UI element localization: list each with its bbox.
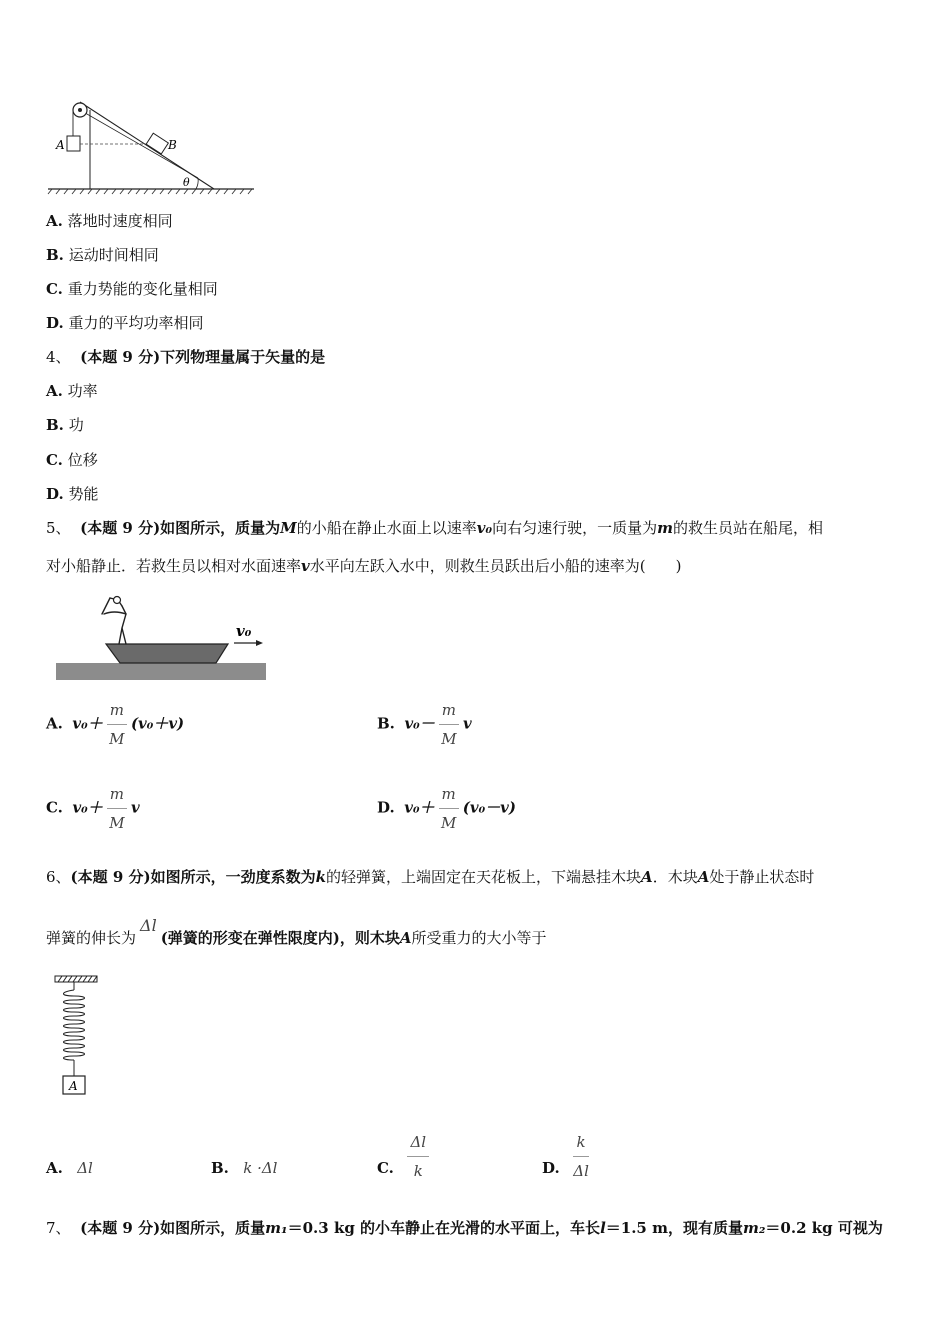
q5-stem-line1: 5、 (本题 9 分)如图所示，质量为M的小船在静止水面上以速率v₀向右匀速行驶，一质量为m的救生员站在船尾，相	[46, 519, 823, 537]
q4-option-d[interactable]: D. 势能	[46, 485, 99, 503]
q5-option-d[interactable]: D. v₀＋ $\frac{m}{M}$ (v₀－v)	[377, 785, 516, 832]
q4-option-a[interactable]: A. 功率	[46, 382, 98, 400]
spring-block-figure	[52, 972, 102, 1100]
q4-stem: 4、 (本题 9 分)下列物理量属于矢量的是	[46, 348, 326, 366]
q6-option-a[interactable]: A. Δl	[46, 1159, 93, 1177]
label-a: A	[56, 138, 65, 152]
boat-velocity-label: v₀	[236, 622, 252, 640]
q5-option-c[interactable]: C. v₀＋ $\frac{m}{M}$ v	[46, 785, 140, 832]
q3-option-d[interactable]: D. 重力的平均功率相同	[46, 314, 204, 332]
q7-stem: 7、 (本题 9 分)如图所示，质量m₁＝0.3 kg 的小车静止在光滑的水平面上，车长l＝1.5 m，现有质量m₂＝0.2 kg 可视为	[46, 1219, 883, 1237]
incline-pulley-figure	[46, 98, 258, 196]
q4-option-b[interactable]: B. 功	[46, 416, 84, 434]
q6-stem-line2: 弹簧的伸长为Δl(弹簧的形变在弹性限度内)，则木块A所受重力的大小等于	[46, 916, 547, 947]
boat-lifeguard-figure	[56, 592, 270, 682]
q4-option-c[interactable]: C. 位移	[46, 451, 98, 469]
q6-option-d[interactable]: D. $\frac{k}{\Delta l}$	[542, 1133, 589, 1180]
q6-stem-line1: 6、(本题 9 分)如图所示，一劲度系数为k的轻弹簧，上端固定在天花板上，下端悬挂木块A．木块A处于静止状态时	[46, 868, 815, 886]
q5-stem-line2: 对小船静止．若救生员以相对水面速率v水平向左跃入水中，则救生员跃出后小船的速率为( )	[46, 557, 682, 575]
q5-option-a[interactable]: A. v₀＋ $\frac{m}{M}$ (v₀＋v)	[46, 701, 185, 748]
q6-option-b[interactable]: B. k ·Δl	[211, 1159, 278, 1177]
q6-option-c[interactable]: C. $\frac{\Delta l}{k}$	[377, 1132, 433, 1181]
q3-option-c[interactable]: C. 重力势能的变化量相同	[46, 280, 218, 298]
q3-option-a[interactable]: A. 落地时速度相同	[46, 212, 173, 230]
label-b: B	[168, 138, 177, 152]
q5-option-b[interactable]: B. v₀－ $\frac{m}{M}$ v	[377, 701, 472, 748]
label-theta: θ	[183, 176, 190, 189]
q3-option-b[interactable]: B. 运动时间相同	[46, 246, 159, 264]
spring-block-label: A	[69, 1079, 78, 1093]
